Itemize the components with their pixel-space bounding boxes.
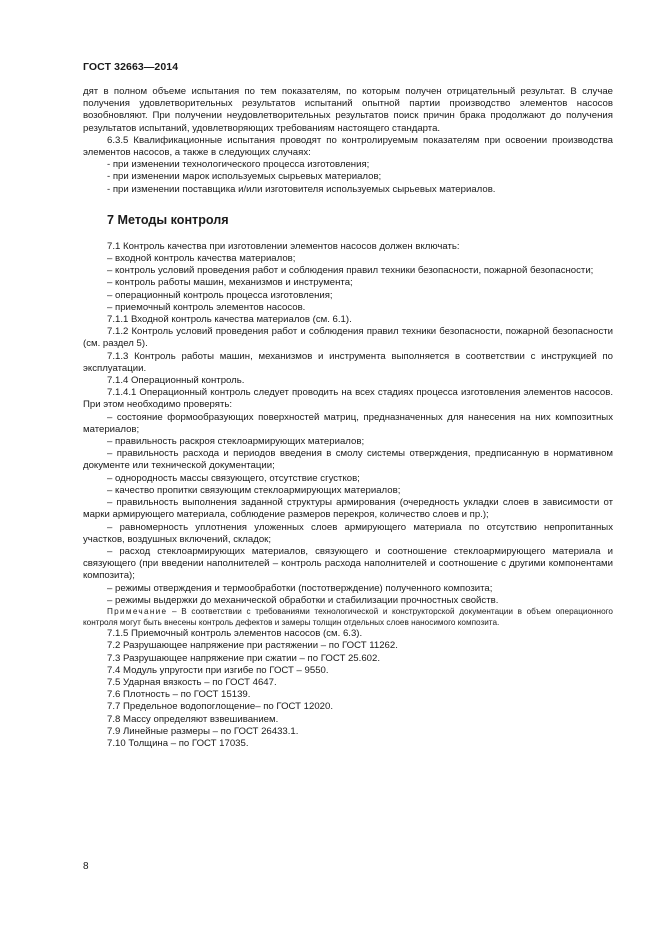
paragraph: 7.1 Контроль качества при изготовлении элементов насосов должен включать: [107,240,460,252]
paragraph: 7.6 Плотность – по ГОСТ 15139. [107,689,251,701]
note-label: Примечание [107,606,168,616]
paragraph: 7.2 Разрушающее напряжение при растяжении – по ГОСТ 11262. [107,640,398,652]
paragraph: 7.1.4 Операционный контроль. [107,375,245,387]
list-item: – расход стеклоармирующих материалов, связующего и соотношение стеклоармирующего материала и связующего (при введении наполнителей – контроль расхода наполнителей и соотношение с другими компонентами композита); [83,545,613,582]
paragraph: 7.1.3 Контроль работы машин, механизмов и инструмента выполняется в соответствии с инструкцией по эксплуатации. [83,350,613,374]
page-number: 8 [83,861,89,872]
list-item: - при изменении технологического процесса изготовления; [107,159,370,171]
paragraph: дят в полном объеме испытания по тем показателям, по которым получен отрицательный результат. В случае получения удовлетворительных результатов испытаний опытной партии производство элементов насосов возобновляют. При получении неудовлетворительных результатов поиск причин брака продолжают до получения результатов испытаний, удовлетворяющих требованиям настоящего стандарта. [83,86,613,134]
list-item: – правильность расхода и периодов введения в смолу системы отверждения, предписанную в нормативном документе или технической документации; [83,448,613,472]
paragraph: 7.10 Толщина – по ГОСТ 17035. [107,737,249,749]
paragraph: 7.4 Модуль упругости при изгибе по ГОСТ – 9550. [107,664,329,676]
list-item: – правильность выполнения заданной структуры армирования (очередность укладки слоев в зависимости от марки армирующего материала, соблюдение размеров перекроя, количество слоев и пр.); [83,497,613,521]
list-item: – однородность массы связующего, отсутствие сгустков; [107,472,360,484]
list-item: – контроль условий проведения работ и соблюдения правил техники безопасности, пожарной безопасности; [107,265,594,277]
note-text: – В соответствии с требованиями технологической и конструкторской документации в объем операционного контроля могут быть внесены контроль дефектов и замеры толщин отдельных слоев наносимого композита. [83,606,613,627]
document-header: ГОСТ 32663—2014 [83,61,179,73]
list-item: – режимы отверждения и термообработки (постотверждение) полученного композита; [107,582,493,594]
paragraph: 7.8 Массу определяют взвешиванием. [107,713,279,725]
page-content [83,86,613,750]
paragraph: 6.3.5 Квалификационные испытания проводят по контролируемым показателям при освоении производства элементов насосов, а также в следующих случаях: [83,134,613,159]
paragraph: 7.1.2 Контроль условий проведения работ и соблюдения правил техники безопасности, пожарной безопасности (см. раздел 5). [83,326,613,350]
paragraph: 7.1.5 Приемочный контроль элементов насосов (см. 6.3). [107,628,363,640]
list-item: – контроль работы машин, механизмов и инструмента; [107,277,353,289]
paragraph: 7.3 Разрушающее напряжение при сжатии – по ГОСТ 25.602. [107,652,380,664]
paragraph: 7.9 Линейные размеры – по ГОСТ 26433.1. [107,725,299,737]
list-item: – качество пропитки связующим стеклоармирующих материалов; [107,484,401,496]
note [83,607,613,628]
list-item: - при изменении поставщика и/или изготовителя используемых сырьевых материалов. [107,183,496,195]
list-item: - при изменении марок используемых сырьевых материалов; [107,171,382,183]
list-item: – правильность раскроя стеклоармирующих материалов; [107,436,365,448]
list-item: – операционный контроль процесса изготовления; [107,289,333,301]
section-heading: 7 Методы контроля [107,212,229,227]
list-item: – приемочный контроль элементов насосов. [107,301,306,313]
paragraph: 7.1.1 Входной контроль качества материалов (см. 6.1). [107,314,352,326]
list-item: – равномерность уплотнения уложенных слоев армирующего материала по отсутствию непропитанных участков, воздушных включений, складок; [83,521,613,545]
paragraph: 7.5 Ударная вязкость – по ГОСТ 4647. [107,676,277,688]
list-item: – состояние формообразующих поверхностей матриц, предназначенных для нанесения на них композитных материалов; [83,411,613,435]
paragraph: 7.1.4.1 Операционный контроль следует проводить на всех стадиях процесса изготовления элементов насосов. При этом необходимо проверять: [83,387,613,411]
list-item: – режимы выдержки до механической обработки и стабилизации прочностных свойств. [107,594,499,606]
list-item: – входной контроль качества материалов; [107,253,296,265]
paragraph: 7.7 Предельное водопоглощение– по ГОСТ 12020. [107,701,334,713]
